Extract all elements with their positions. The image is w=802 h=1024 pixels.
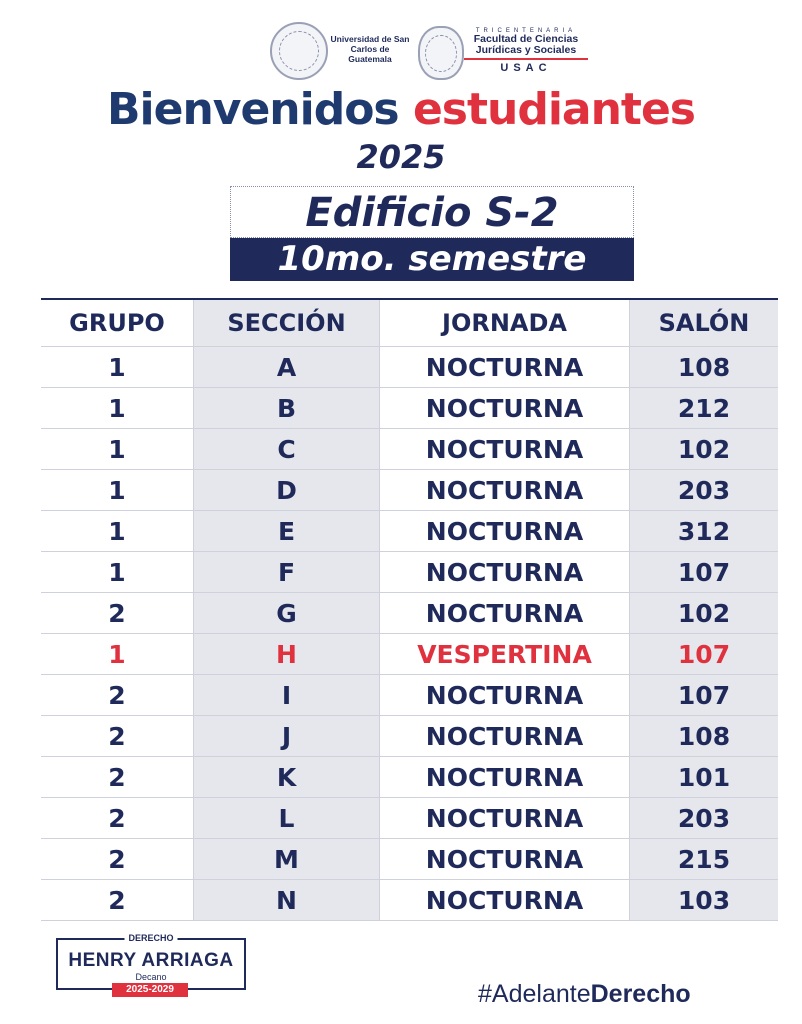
cell-grupo: 1	[108, 352, 126, 382]
cell-jornada: NOCTURNA	[425, 393, 584, 423]
faculty-usac: USAC	[500, 62, 552, 74]
cell-salon: 312	[629, 511, 778, 551]
cell-jornada: NOCTURNA	[425, 434, 584, 464]
table-row	[41, 880, 778, 921]
cell-seccion: M	[193, 839, 380, 879]
cell-jornada: NOCTURNA	[425, 352, 584, 382]
table-row	[41, 839, 778, 880]
cell-salon: 107	[629, 552, 778, 592]
welcome-word: Bienvenidos	[106, 84, 399, 135]
cell-salon: 102	[629, 429, 778, 469]
table-row	[41, 798, 778, 839]
cell-jornada: NOCTURNA	[425, 844, 584, 874]
cell-salon: 107	[629, 634, 778, 674]
cell-salon: 107	[629, 675, 778, 715]
cell-jornada: NOCTURNA	[425, 598, 584, 628]
table-row	[41, 470, 778, 511]
cell-salon: 108	[629, 347, 778, 387]
header-grupo: GRUPO	[69, 309, 165, 337]
cell-jornada: VESPERTINA	[417, 639, 592, 669]
badge-role: Decano	[135, 972, 167, 982]
hashtag-part2: Derecho	[590, 980, 691, 1008]
cell-grupo: 1	[108, 639, 126, 669]
cell-grupo: 1	[108, 557, 126, 587]
faculty-logo-text	[464, 28, 588, 74]
badge-years: 2025-2029	[112, 983, 188, 997]
usac-seal-logo	[270, 22, 328, 80]
cell-salon: 203	[629, 798, 778, 838]
badge-derecho: DERECHO	[124, 933, 177, 943]
cell-grupo: 2	[108, 844, 126, 874]
students-word: estudiantes	[412, 84, 695, 135]
cell-seccion: A	[193, 347, 380, 387]
cell-seccion: J	[193, 716, 380, 756]
cell-jornada: NOCTURNA	[425, 516, 584, 546]
cell-seccion: F	[193, 552, 380, 592]
cell-jornada: NOCTURNA	[425, 762, 584, 792]
cell-seccion: B	[193, 388, 380, 428]
table-row	[41, 593, 778, 634]
cell-grupo: 2	[108, 721, 126, 751]
cell-grupo: 2	[108, 885, 126, 915]
table-row	[41, 388, 778, 429]
cell-grupo: 1	[108, 434, 126, 464]
table-row	[41, 675, 778, 716]
table-row	[41, 634, 778, 675]
header-seccion: SECCIÓN	[193, 300, 380, 346]
badge-name: HENRY ARRIAGA	[68, 950, 234, 971]
cell-salon: 215	[629, 839, 778, 879]
cell-jornada: NOCTURNA	[425, 680, 584, 710]
cell-salon: 101	[629, 757, 778, 797]
cell-salon: 103	[629, 880, 778, 920]
table-header-row	[41, 300, 778, 347]
faculty-name: Facultad de Ciencias Jurídicas y Sociales	[473, 33, 579, 56]
cell-jornada: NOCTURNA	[425, 885, 584, 915]
cell-seccion: E	[193, 511, 380, 551]
faculty-seal-logo	[418, 26, 464, 80]
cell-salon: 108	[629, 716, 778, 756]
table-row	[41, 757, 778, 798]
cell-grupo: 2	[108, 680, 126, 710]
cell-seccion: H	[193, 634, 380, 674]
faculty-divider	[464, 58, 588, 60]
cell-jornada: NOCTURNA	[425, 721, 584, 751]
header-jornada: JORNADA	[442, 309, 567, 337]
cell-grupo: 2	[108, 598, 126, 628]
cell-seccion: G	[193, 593, 380, 633]
cell-seccion: K	[193, 757, 380, 797]
table-row	[41, 429, 778, 470]
table-row	[41, 347, 778, 388]
cell-salon: 203	[629, 470, 778, 510]
cell-grupo: 1	[108, 393, 126, 423]
cell-grupo: 2	[108, 762, 126, 792]
cell-seccion: C	[193, 429, 380, 469]
table-row	[41, 511, 778, 552]
semester-banner: 10mo. semestre	[230, 238, 634, 281]
header-salon: SALÓN	[629, 300, 778, 346]
hashtag-part1: #Adelante	[478, 980, 591, 1008]
table-row	[41, 552, 778, 593]
building-title: Edificio S-2	[230, 186, 634, 238]
schedule-table	[41, 298, 778, 921]
university-name: Universidad de San Carlos de Guatemala	[330, 34, 410, 64]
cell-jornada: NOCTURNA	[425, 557, 584, 587]
faculty-tricentenaria: TRICENTENARIA	[475, 28, 577, 34]
year-label: 2025	[356, 138, 446, 176]
welcome-title	[0, 84, 802, 135]
cell-seccion: L	[193, 798, 380, 838]
cell-seccion: D	[193, 470, 380, 510]
cell-salon: 212	[629, 388, 778, 428]
cell-salon: 102	[629, 593, 778, 633]
hashtag	[478, 980, 691, 1009]
cell-seccion: N	[193, 880, 380, 920]
cell-jornada: NOCTURNA	[425, 475, 584, 505]
cell-grupo: 2	[108, 803, 126, 833]
cell-grupo: 1	[108, 516, 126, 546]
cell-seccion: I	[193, 675, 380, 715]
cell-jornada: NOCTURNA	[425, 803, 584, 833]
cell-grupo: 1	[108, 475, 126, 505]
table-row	[41, 716, 778, 757]
